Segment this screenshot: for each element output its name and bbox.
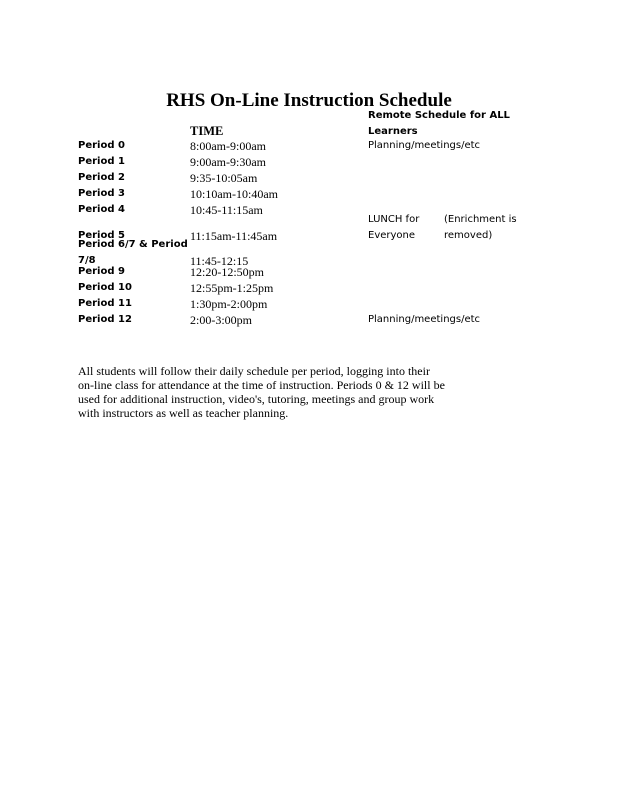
row-period-10-time: 12:55pm-1:25pm (190, 281, 274, 295)
row-period-5-remote: LUNCH for Everyone (368, 214, 420, 241)
row-period-1-time: 9:00am-9:30am (190, 155, 266, 169)
row-period-3-time: 10:10am-10:40am (190, 187, 278, 201)
row-period-4-time: 10:45-11:15am (190, 203, 263, 217)
row-period-1-label: Period 1 (78, 156, 125, 167)
row-period-6-7-label: Period 6/7 & Period 7/8 (78, 239, 188, 266)
schedule-note: All students will follow their daily schedule per period, logging into their on-line class for attendance at the time of instruction. Periods 0 & 12 will be used for additional instruction, video's, tutoring, meetings and group work with instructors as well as teacher planning. (78, 364, 445, 420)
row-period-2-label: Period 2 (78, 172, 125, 183)
row-period-3-label: Period 3 (78, 188, 125, 199)
row-period-5-remote-note: (Enrichment is removed) (444, 214, 517, 241)
row-period-0-remote: Planning/meetings/etc (368, 140, 481, 151)
remote-column-header: Remote Schedule for ALL Learners (368, 110, 510, 137)
row-period-4-label: Period 4 (78, 204, 125, 215)
row-period-11-label: Period 11 (78, 298, 132, 309)
row-period-0-time: 8:00am-9:00am (190, 139, 266, 153)
row-period-12-time: 2:00-3:00pm (190, 313, 252, 327)
document-title: RHS On-Line Instruction Schedule (166, 90, 452, 111)
row-period-5-time: 11:15am-11:45am (190, 229, 278, 243)
time-column-header: TIME (190, 124, 224, 138)
row-period-12-label: Period 12 (78, 314, 132, 325)
row-period-9-label: Period 9 (78, 266, 125, 277)
row-period-11-time: 1:30pm-2:00pm (190, 297, 268, 311)
row-period-10-label: Period 10 (78, 282, 132, 293)
row-period-5-label: Period 5 (78, 230, 125, 241)
row-period-9-time: 12:20-12:50pm (190, 265, 264, 279)
row-period-12-remote: Planning/meetings/etc (368, 314, 481, 325)
row-period-2-time: 9:35-10:05am (190, 171, 258, 185)
row-period-0-label: Period 0 (78, 140, 125, 151)
row-period-6-7-time: 11:45-12:15 (190, 254, 249, 268)
